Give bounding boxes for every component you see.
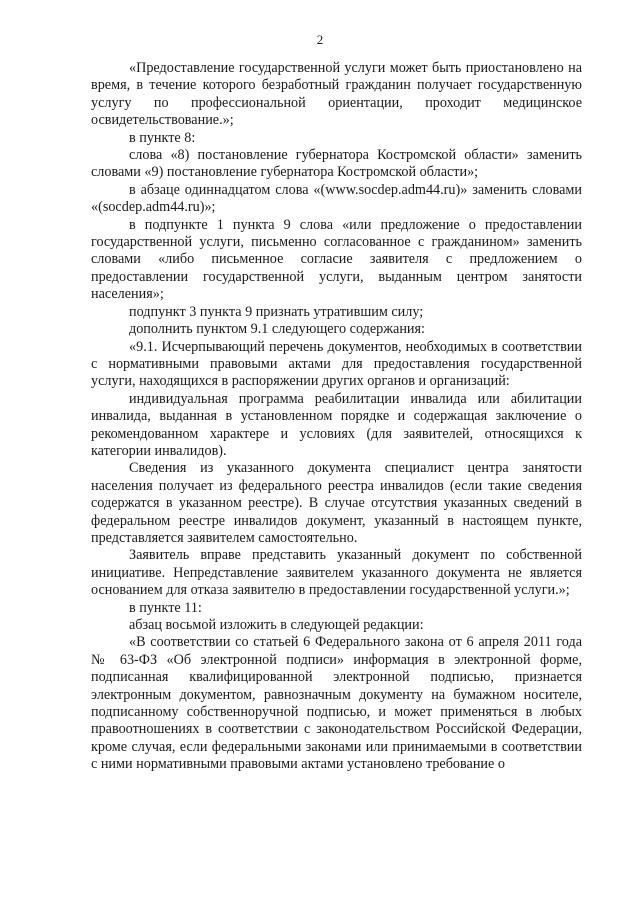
paragraph-add-item-9-1: дополнить пунктом 9.1 следующего содержания: — [129, 321, 425, 338]
paragraph-rehab-program: индивидуальная программа реабилитации инвалида или абилитации инвалида, выданная в установленном порядке и содержащая заключение о рекомендованном характере и условиях (для заявителей, относящихся к категории инвалидов). — [91, 390, 582, 459]
page-number: 2 — [316, 32, 324, 47]
paragraph-item-8-replace-words: слова «8) постановление губернатора Костромской области» заменить словами «9) постановление губернатора Костромской области»; — [91, 147, 582, 181]
paragraph-item-9-sub-3: подпункт 3 пункта 9 признать утратившим силу; — [129, 303, 424, 320]
paragraph-item-11-paragraph-8: абзац восьмой изложить в следующей редакции: — [129, 617, 424, 633]
paragraph-item-8-replace-url: в абзаце одиннадцатом слова «(www.socdep.adm44.ru)» заменить словами «(socdep.adm44.ru)»; — [91, 181, 582, 216]
paragraph-item-9-sub-1: в подпункте 1 пункта 9 слова «или предложение о предоставлении государственной услуги, письменно согласованное с гражданином» заменить словами «либо письменное согласие заявителя с предложением о предоставлении государственной услуги, выданным центром занятости населения»; — [91, 216, 582, 303]
paragraph-item-11-heading: в пункте 11: — [129, 599, 202, 616]
paragraph-electronic-signature: «В соответствии со статьей 6 Федерального закона от 6 апреля 2011 года № 63-ФЗ «Об электронной подписи» информация в электронной форме, подписанная квалифицированной электронной подписью, признается электронным документом, равнозначным документу на бумажном носителе, подписанному собственноручной подписью, и может применяться в любых правоотношениях в соответствии с законодательством Российской Федерации, кроме случая, если федеральными законами или принимаемыми в соответствии с ними нормативными правовыми актами установлено требование о — [91, 634, 582, 773]
document-body — [91, 60, 582, 774]
paragraph-suspension: «Предоставление государственной услуги может быть приостановлено на время, в течение которого безработный гражданин получает государственную услугу по профессиональной ориентации, проходит медицинское освидетельствование.»; — [91, 60, 582, 129]
paragraph-item-8-heading: в пункте 8: — [129, 129, 196, 146]
paragraph-item-9-1-list: «9.1. Исчерпывающий перечень документов, необходимых в соответствии с нормативными правовыми актами для предоставления государственной услуги, находящихся в распоряжении других органов и организаций: — [91, 338, 582, 390]
paragraph-applicant-right: Заявитель вправе представить указанный документ по собственной инициативе. Непредставление заявителем указанного документа не является основанием для отказа заявителю в предоставлении государственной услуги.»; — [91, 547, 582, 599]
paragraph-registry-info: Сведения из указанного документа специалист центра занятости населения получает из федерального реестра инвалидов (если такие сведения содержатся в указанном реестре). В случае отсутствия указанных сведений в федеральном реестре инвалидов документ, указанный в настоящем пункте, представляется заявителем самостоятельно. — [91, 460, 582, 546]
